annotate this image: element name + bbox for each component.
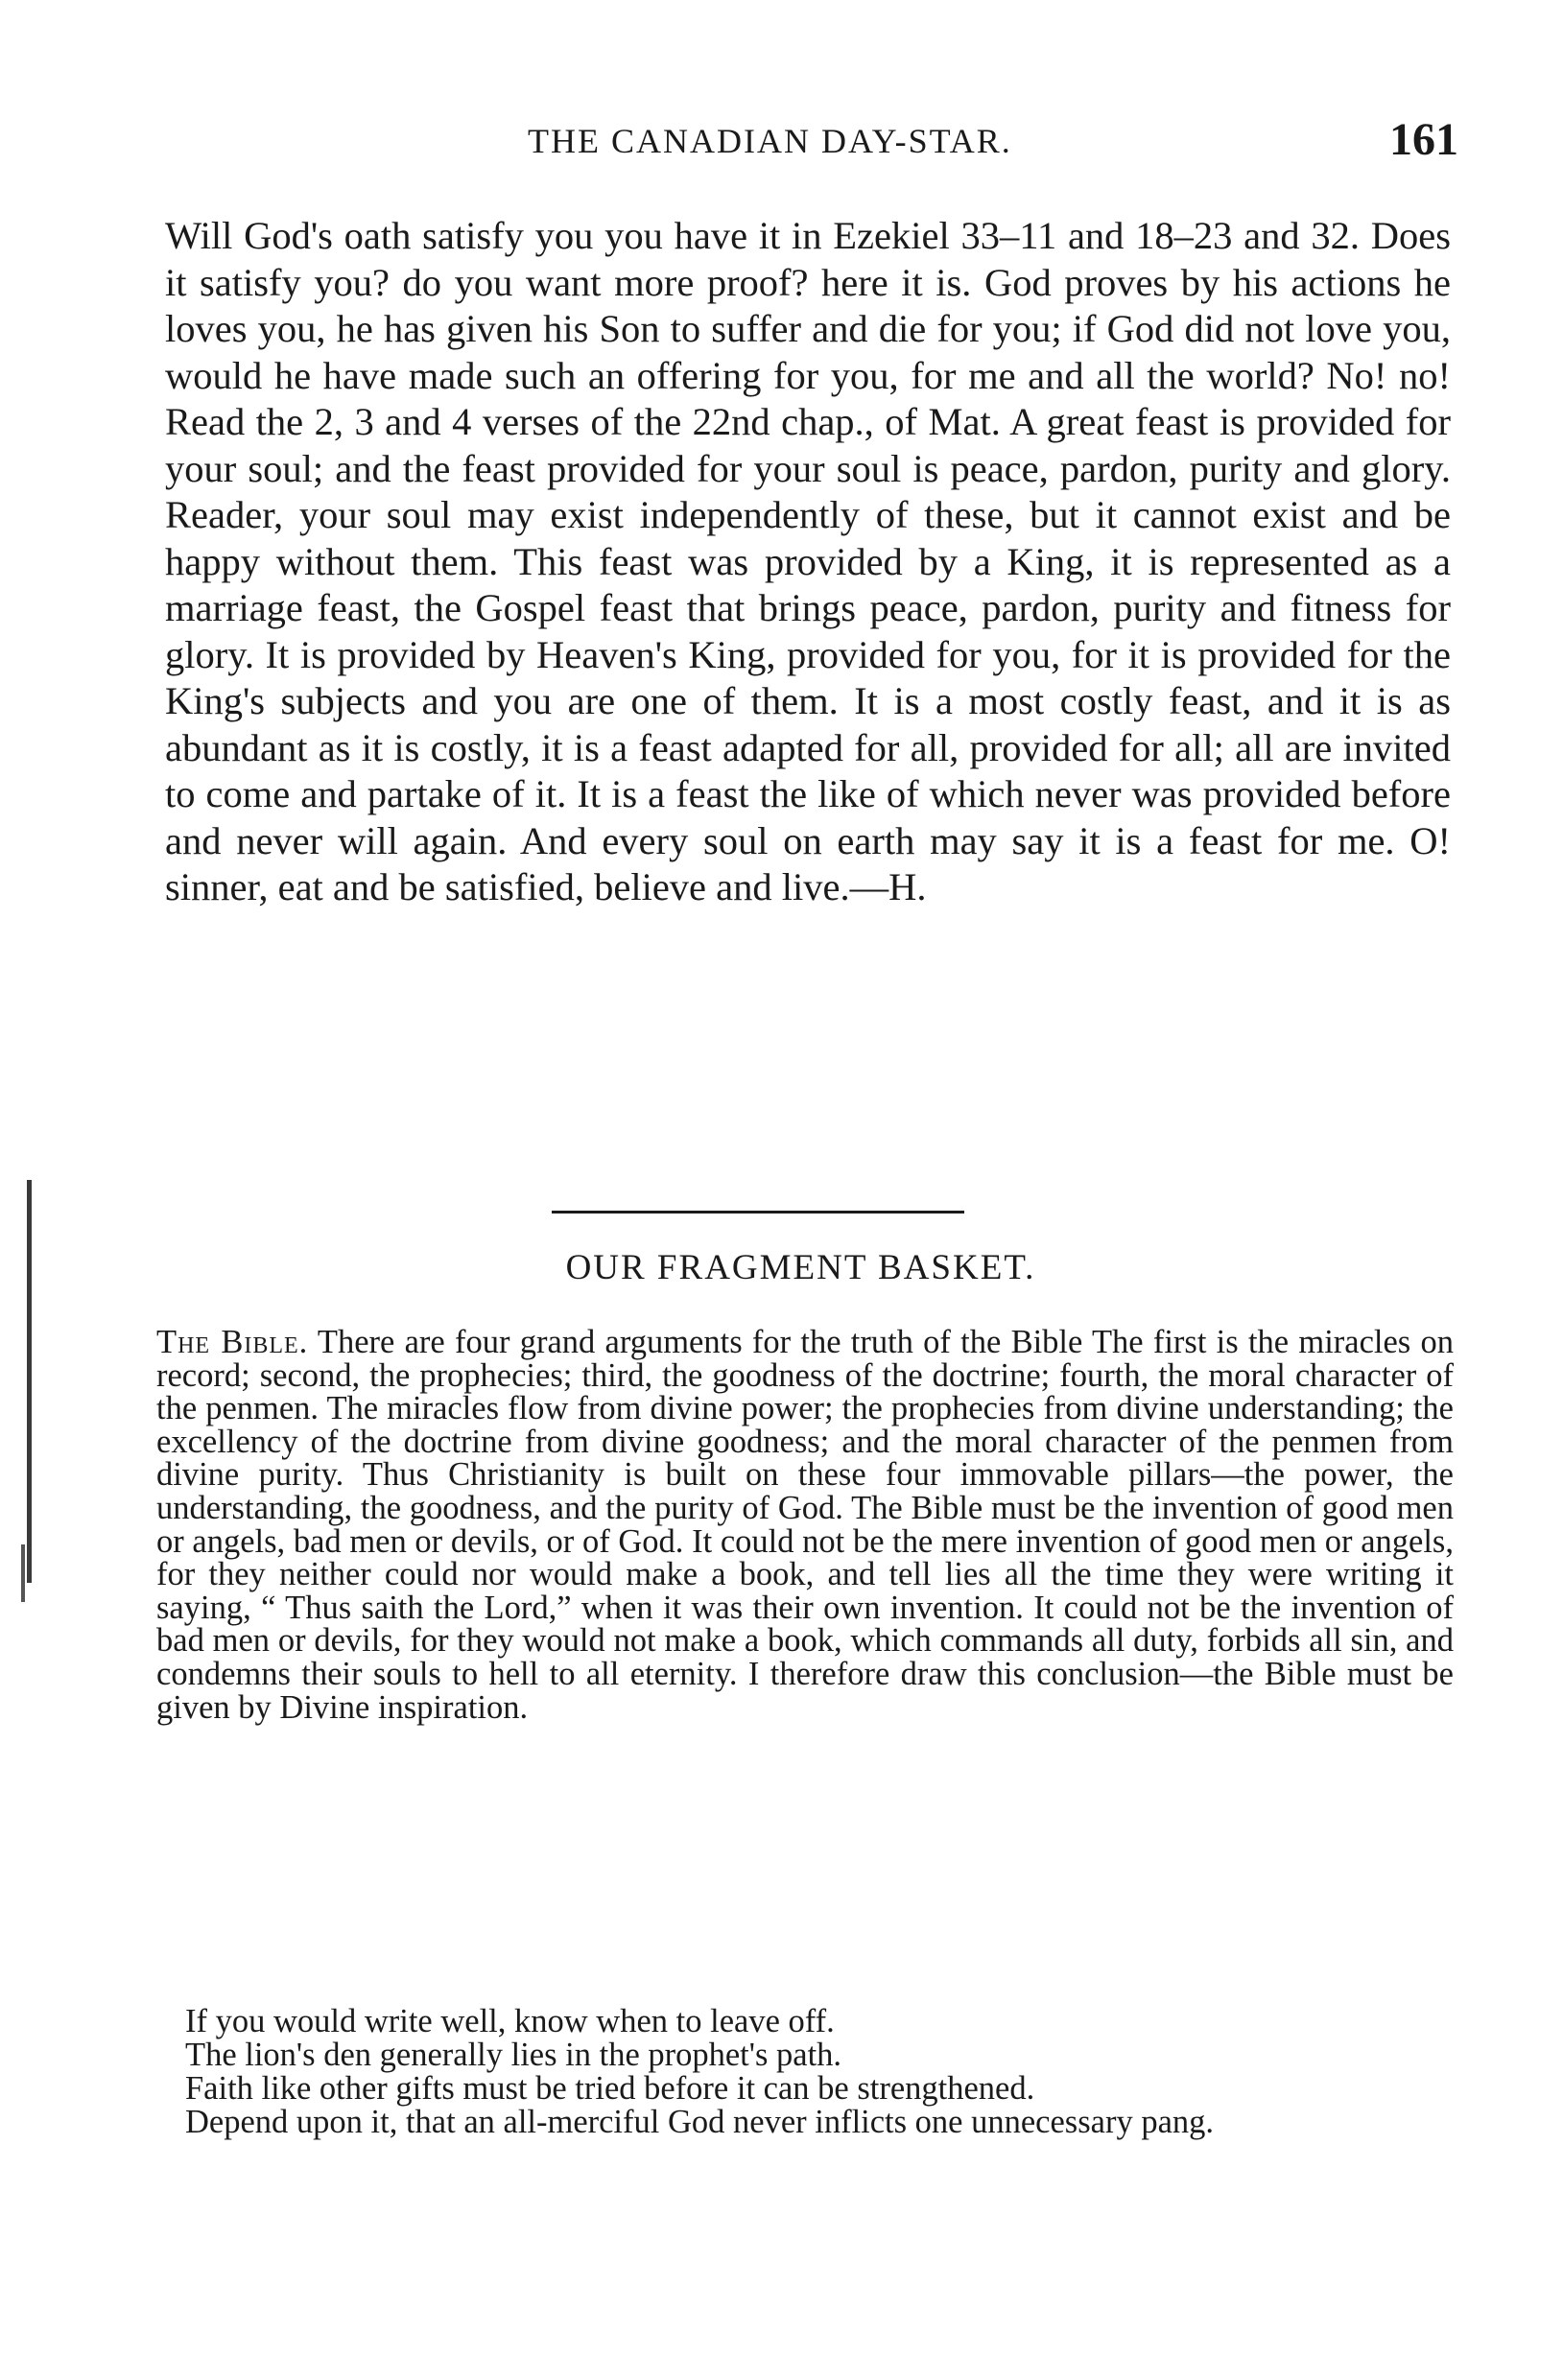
saying-item: Faith like other gifts must be tried before it can be strengthened.	[185, 2070, 1035, 2107]
section-heading: OUR FRAGMENT BASKET.	[565, 1248, 1036, 1287]
running-title: THE CANADIAN DAY-STAR.	[528, 122, 1012, 160]
fragment-body: There are four grand arguments for the truth of the Bible The first is the miracles on record; second, the prophecies; third, the goodness of the doctrine; fourth, the moral character of the penmen. The miracles flow from divine power; the prophecies from divine understanding; the excellency of the doctrine from divine goodness; and the moral character of the penmen from divine purity. Thus Christianity is built on these four immovable pillars—the power, the understanding, the goodness, and the purity of God. The Bible must be the invention of good men or angels, bad men or devils, or of God. It could not be the mere invention of good men or angels, for they neither could nor would make a book, and tell lies all the time they were writing it saying, “ Thus saith the Lord,” when it was their own invention. It could not be the invention of bad men or devils, for they would not make a book, which commands all duty, forbids all sin, and condemns their souls to hell to all eternity. I therefore draw this conclusion—the Bible must be given by Divine inspiration.	[156, 1324, 1454, 1726]
sayings-list	[156, 2005, 1454, 2139]
saying-item: If you would write well, know when to leave off.	[185, 2003, 835, 2039]
margin-scan-mark	[27, 1180, 32, 1583]
running-head	[168, 113, 1458, 171]
saying-item: The lion's den generally lies in the prophet's path.	[185, 2037, 842, 2073]
section-divider	[552, 1211, 964, 1214]
article-paragraph: Will God's oath satisfy you you have it in Ezekiel 33–11 and 18–23 and 32. Does it satisfy you? do you want more proof? here it is. God proves by his actions he loves you, he has given his Son to suffer and die for you; if God did not love you, would he have made such an offering for you, for me and all the world? No! no! Read the 2, 3 and 4 verses of the 22nd chap., of Mat. A great feast is provided for your soul; and the feast provided for your soul is peace, pardon, purity and glory. Reader, your soul may exist independently of these, but it cannot exist and be happy without them. This feast was provided by a King, it is represented as a marriage feast, the Gospel feast that brings peace, pardon, purity and fitness for glory. It is provided by Heaven's King, provided for you, for it is provided for the King's subjects and you are one of them. It is a most costly feast, and it is as abundant as it is costly, it is a feast adapted for all, provided for all; all are invited to come and partake of it. It is a feast the like of which never was provided before and never will again. And every soul on earth may say it is a feast for me. O! sinner, eat and be satisfied, believe and live.—H.	[165, 214, 1451, 908]
fragment-lead-in: The Bible.	[156, 1324, 309, 1360]
fragment-paragraph	[156, 1326, 1454, 1724]
saying-item: Depend upon it, that an all-merciful God never inflicts one unnecessary pang.	[185, 2104, 1215, 2140]
page-number: 161	[1389, 114, 1458, 165]
